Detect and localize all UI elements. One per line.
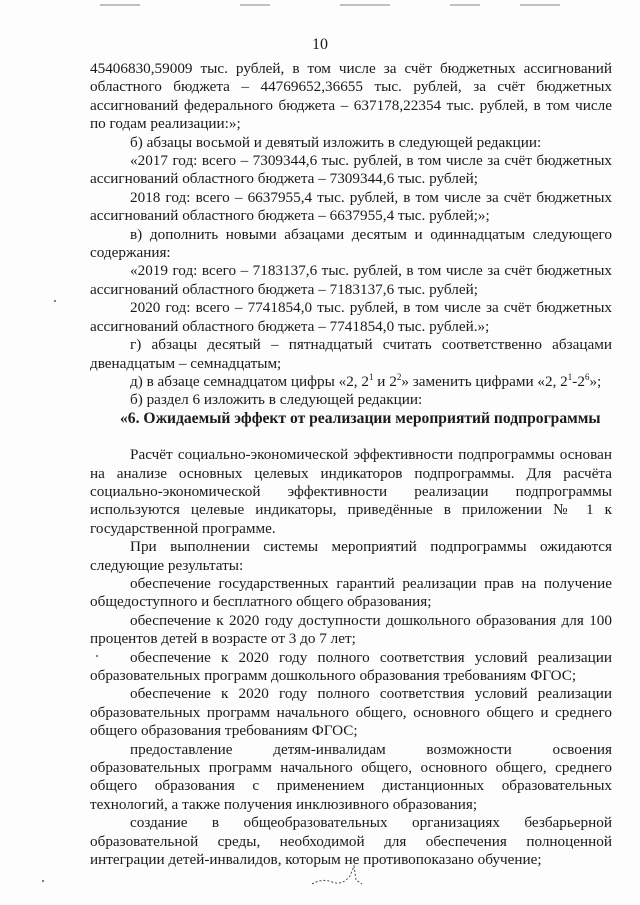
document-body <box>90 60 612 869</box>
paragraph: «2017 год: всего – 7309344,6 тыс. рублей, в том числе за счёт бюджетных ассигнований областного бюджета – 7309344,6 тыс. рублей; <box>90 152 612 188</box>
scan-speck <box>42 880 44 882</box>
superscript: 1 <box>369 371 374 382</box>
paragraph: создание в общеобразовательных организациях безбарьерной образовательной среды, необходимой для обеспечения полноценной интеграции детей-инвалидов, которым не противопоказано обучение; <box>90 814 612 869</box>
scan-speck <box>96 655 98 657</box>
scan-artifact <box>450 4 480 6</box>
paragraph-with-superscripts <box>90 373 612 391</box>
paragraph: б) раздел 6 изложить в следующей редакции: <box>130 391 423 409</box>
paragraph: При выполнении системы мероприятий подпрограммы ожидаются следующие результаты: <box>90 538 612 574</box>
paragraph: обеспечение к 2020 году доступности дошкольного образования для 100 процентов детей в возрасте от 3 до 7 лет; <box>90 611 612 648</box>
text-run: и 2 <box>373 372 397 390</box>
scan-artifact <box>340 4 390 6</box>
superscript: 6 <box>584 371 590 382</box>
scan-artifact <box>520 4 560 6</box>
page-number: 10 <box>312 36 328 53</box>
paragraph: обеспечение к 2020 году полного соответствия условий реализации образовательных программ начального общего, основного общего и среднего общего образования требованиям ФГОС; <box>90 685 612 740</box>
scan-mark <box>310 862 370 890</box>
paragraph: обеспечение государственных гарантий реализации прав на получение общедоступного и бесплатного общего образования; <box>90 574 612 611</box>
paragraph: 2018 год: всего – 6637955,4 тыс. рублей, в том числе за счёт бюджетных ассигнований областного бюджета – 6637955,4 тыс. рублей;»; <box>90 188 612 225</box>
paragraph: предоставление детям-инвалидам возможности освоения образовательных программ начального общего, основного общего, среднего общего образования с применением дистанционных образовательных технологий, а также получения инклюзивного образования; <box>90 740 612 813</box>
section-heading: «6. Ожидаемый эффект от реализации мероприятий подпрограммы <box>120 409 601 427</box>
text-run: » заменить цифрами «2, 2 <box>401 372 568 390</box>
superscript: 2 <box>396 371 402 382</box>
paragraph: обеспечение к 2020 году полного соответствия условий реализации образовательных программ дошкольного образования требованиям ФГОС; <box>90 648 612 684</box>
paragraph: 2020 год: всего – 7741854,0 тыс. рублей, в том числе за счёт бюджетных ассигнований областного бюджета – 7741854,0 тыс. рублей.»; <box>90 299 612 335</box>
paragraph: в) дополнить новыми абзацами десятым и одиннадцатым следующего содержания: <box>90 225 612 262</box>
paragraph: «2019 год: всего – 7183137,6 тыс. рублей, в том числе за счёт бюджетных ассигнований областного бюджета – 7183137,6 тыс. рублей; <box>90 262 612 298</box>
text-run: д) в абзаце семнадцатом цифры «2, 2 <box>130 372 369 390</box>
text-run: »; <box>589 372 602 390</box>
paragraph: г) абзацы десятый – пятнадцатый считать соответственно абзацами двенадцатым – семнадцатым; <box>90 336 612 372</box>
text-run: -2 <box>572 372 585 390</box>
scan-artifact <box>100 4 140 6</box>
paragraph: Расчёт социально-экономической эффективности подпрограммы основан на анализе основных целевых индикаторов подпрограммы. Для расчёта социально-экономической эффективности реализации подпрограммы используются целевые индикаторы, приведённые в приложении № 1 к государственной программе. <box>90 446 612 537</box>
scan-artifact <box>240 4 270 6</box>
paragraph: 45406830,59009 тыс. рублей, в том числе за счёт бюджетных ассигнований областного бюджета – 44769652,36655 тыс. рублей, за счёт бюджетных ассигнований федерального бюджета – 637178,22354 тыс. рублей, в том числе по годам реализации:»; <box>90 60 612 133</box>
paragraph: б) абзацы восьмой и девятый изложить в следующей редакции: <box>130 133 542 151</box>
superscript: 1 <box>567 371 573 382</box>
scan-speck <box>54 300 56 302</box>
